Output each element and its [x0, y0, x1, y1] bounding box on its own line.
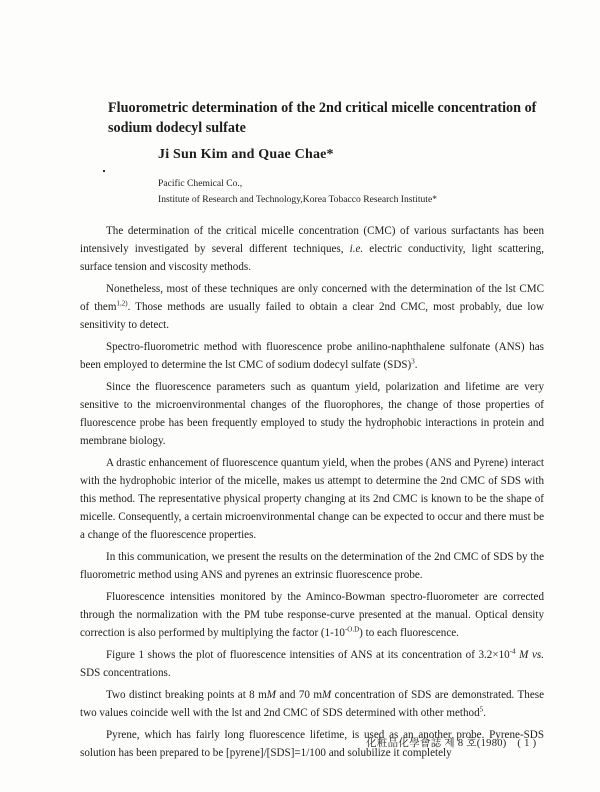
journal-footer: 化粧品化學會誌 제 8 호(1980) ( 1 )	[366, 738, 537, 749]
italic-run: M	[322, 689, 332, 701]
text-run: . Those methods are usually failed to obtain a clear 2nd CMC, most probably, due low sensitivity to detect.	[80, 301, 544, 331]
text-run: .	[483, 707, 486, 719]
paragraph-6: In this communication, we present the results on the determination of the 2nd CMC of SDS by the fluorometric method using ANS and pyrenes an extrinsic fluorescence probe.	[80, 551, 544, 581]
affiliation	[158, 176, 437, 208]
paragraph-3	[80, 338, 544, 374]
text-run: Fluorescence intensities monitored by the Aminco-Bowman spectro-fluorometer are corrected through the normalization with the PM tube response-curve presented at the manual. Optical density correction is also performed by multiplying the factor (1-10	[80, 591, 544, 639]
paragraph-2	[80, 280, 544, 334]
paragraph-1	[80, 222, 544, 276]
affiliation-line-2: Institute of Research and Technology,Korea Tobacco Research Institute*	[158, 194, 437, 205]
italic-run: M vs.	[515, 649, 544, 661]
italic-run: i.e.	[349, 243, 364, 255]
text-run: .	[414, 359, 418, 371]
authors: Ji Sun Kim and Quae Chae*	[158, 147, 334, 162]
paragraph-7	[80, 588, 544, 642]
citation-sup: 1,2)	[116, 299, 128, 308]
text-run: Nonetheless, most of these techniques are only concerned with the determination of the lst CMC of them	[80, 283, 544, 313]
body-text	[80, 222, 544, 766]
paragraph-9	[80, 686, 544, 722]
text-run: concentration of SDS are demonstrated. These two values coincide well with the lst and 2nd CMC of SDS determined with other method	[80, 689, 545, 719]
text-run: Spectro-fluorometric method with fluorescence probe anilino-naphthalene sulfonate (ANS) has been employed to determine the lst CMC of sodium dodecyl sulfate (SDS)	[80, 341, 544, 371]
citation-sup: 3	[411, 357, 415, 366]
affiliation-line-1: Pacific Chemical Co.,	[158, 178, 243, 189]
exponent-sup: -4	[509, 647, 516, 656]
paragraph-8	[80, 646, 544, 682]
citation-sup: 5	[479, 705, 484, 714]
paragraph-5: A drastic enhancement of fluorescence quantum yield, when the probes (ANS and Pyrene) interact with the hydrophobic interior of the micelle, makes us attempt to determine the 2nd CMC of SDS with this method. The representative physical property changing at its 2nd CMC is known to be the shape of micelle. Consequently, a certain microenvironmental change can be expected to occur and there must be a change of the fluorescence properties.	[80, 457, 544, 541]
text-run: and 70 m	[276, 689, 322, 701]
paper-title: Fluorometric determination of the 2nd critical micelle concentration of sodium dodecyl sulfate	[108, 100, 537, 136]
text-run: Figure 1 shows the plot of fluorescence intensities of ANS at its concentration of 3.2×10	[106, 649, 510, 661]
text-run: electric conductivity, light scattering, surface tension and viscosity methods.	[80, 243, 544, 273]
paragraph-10: Pyrene, which has fairly long fluorescence lifetime, is used as an another probe. Pyrene-SDS solution has been prepared to be [pyrene]/[SDS]=1/100 and solubilize it completely	[80, 729, 544, 759]
text-run: SDS concentrations.	[80, 667, 171, 679]
paragraph-4: Since the fluorescence parameters such as quantum yield, polarization and lifetime are very sensitive to the microenvironmental changes of the fluorophores, the change of those properties of fluorescence probe has been frequently employed to study the hydrophobic interactions in protein and membrane biology.	[80, 381, 544, 447]
text-run: The determination of the critical micelle concentration (CMC) of various surfactants has been intensively investigated by several different techniques,	[80, 225, 544, 255]
exponent-sup: -O.D	[344, 625, 360, 634]
text-run: ) to each fluorescence.	[359, 627, 459, 639]
italic-run: M	[266, 689, 277, 701]
text-run: Two distinct breaking points at 8 m	[106, 689, 267, 701]
scan-speck	[103, 170, 105, 172]
